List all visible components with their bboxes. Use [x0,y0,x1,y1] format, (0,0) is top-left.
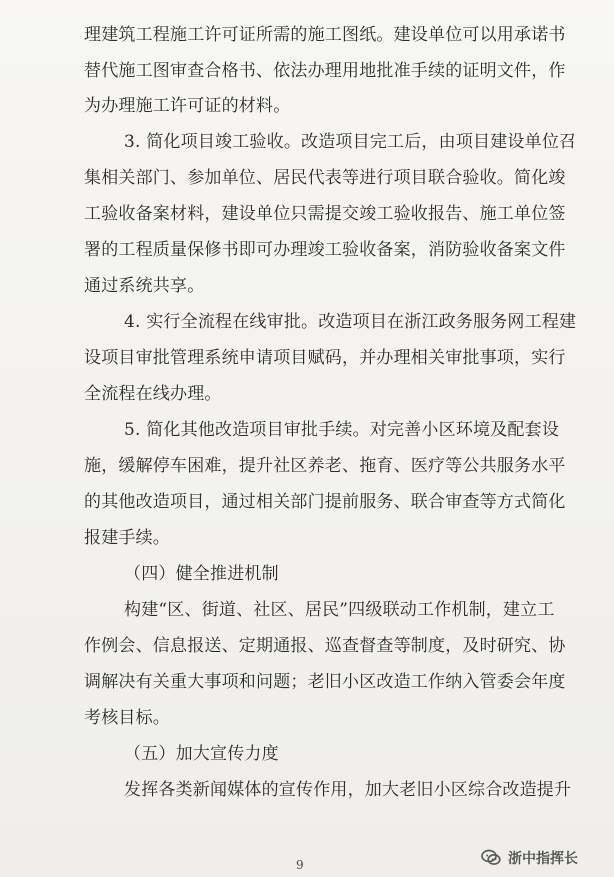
text-line: 构建“区、街道、社区、居民”四级联动工作机制，建立工 [124,600,555,620]
text-line: 工验收备案材料，建设单位只需提交竣工验收报告、施工单位签 [84,204,566,224]
wechat-icon [480,847,502,869]
text-line: 全流程在线办理。 [84,384,222,404]
text-line: 报建手续。 [84,528,170,548]
watermark [480,847,578,869]
text-line: 集相关部门、参加单位、居民代表等进行项目联合验收。简化竣 [84,168,566,188]
text-line: 通过系统共享。 [84,276,205,296]
section-heading: （五）加大宣传力度 [124,744,279,764]
text-line: 为办理施工许可证的材料。 [84,96,291,116]
watermark-text: 浙中指挥长 [508,851,578,867]
text-line: 施，缓解停车困难，提升社区养老、拖育、医疗等公共服务水平 [84,456,566,476]
text-line: 的其他改造项目，通过相关部门提前服务、联合审查等方式简化 [84,492,566,512]
text-line: 3. 简化项目竣工验收。改造项目完工后，由项目建设单位召 [124,132,577,152]
text-line: 设项目审批管理系统申请项目赋码，并办理相关审批事项，实行 [84,348,566,368]
text-line: 4. 实行全流程在线审批。改造项目在浙江政务服务网工程建 [124,312,577,332]
text-line: 调解决有关重大事项和问题；老旧小区改造工作纳入管委会年度 [84,672,566,692]
text-line: 理建筑工程施工许可证所需的施工图纸。建设单位可以用承诺书 [84,25,566,45]
page-number: 9 [296,858,304,872]
text-line: 考核目标。 [84,708,170,728]
text-line: 作例会、信息报送、定期通报、巡查督查等制度，及时研究、协 [84,636,566,656]
text-line: 替代施工图审查合格书、依法办理用地批准手续的证明文件，作 [84,61,566,81]
section-heading: （四）健全推进机制 [124,564,279,584]
text-line: 5. 简化其他改造项目审批手续。对完善小区环境及配套设 [124,420,560,440]
text-line: 署的工程质量保修书即可办理竣工验收备案，消防验收备案文件 [84,240,566,260]
text-line: 发挥各类新闻媒体的宣传作用，加大老旧小区综合改造提升 [124,780,572,800]
